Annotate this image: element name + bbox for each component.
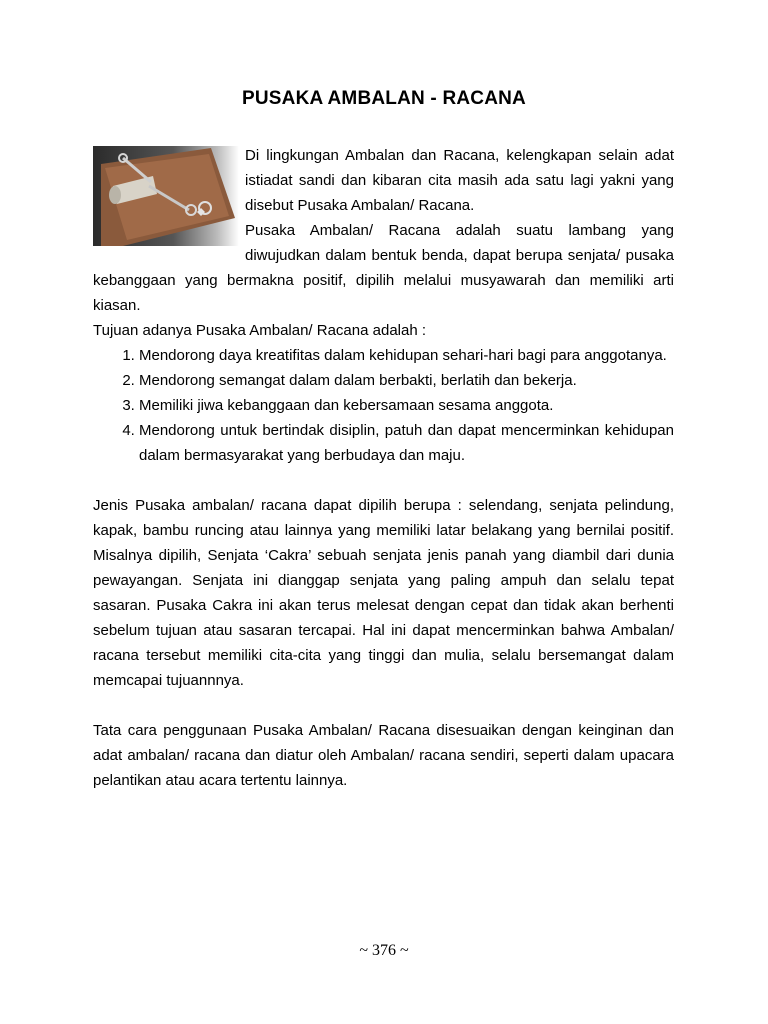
page-content [93, 143, 674, 793]
page-number: ~ 376 ~ [359, 942, 409, 959]
pusaka-photo [93, 146, 239, 246]
paragraph-gap [93, 693, 674, 718]
intro-paragraph-2: Pusaka Ambalan/ Racana adalah suatu lambang yang diwujudkan dalam bentuk benda, dapat berupa senjata/ pusaka kebanggaan yang bermakna positif, dipilih melalui musyawarah dan memiliki arti kiasan. [93, 222, 674, 314]
list-item: 2. Mendorong semangat dalam dalam berbakti, berlatih dan bekerja. [139, 368, 674, 393]
page-title: PUSAKA AMBALAN - RACANA [242, 88, 526, 109]
list-item: 1. Mendorong daya kreatifitas dalam kehidupan sehari-hari bagi para anggotanya. [139, 343, 674, 368]
goals-list [93, 343, 674, 468]
list-item: 4. Mendorong untuk bertindak disiplin, patuh dan dapat mencerminkan kehidupan dalam bermasyarakat yang berbudaya dan maju. [139, 418, 674, 468]
paragraph-gap [93, 468, 674, 493]
intro-paragraph-1: Di lingkungan Ambalan dan Racana, kelengkapan selain adat istiadat sandi dan kibaran cita masih ada satu lagi yakni yang disebut Pusaka Ambalan/ Racana. [245, 147, 674, 214]
goals-intro: Tujuan adanya Pusaka Ambalan/ Racana adalah : [93, 322, 427, 339]
paragraph-jenis: Jenis Pusaka ambalan/ racana dapat dipilih berupa : selendang, senjata pelindung, kapak, bambu runcing atau lainnya yang memiliki latar belakang yang bernilai positif. Misalnya dipilih, Senjata ‘Cakra’ sebuah senjata jenis panah yang diambil dari dunia pewayangan. Senjata ini dianggap senjata yang paling ampuh dan selalu tepat sasaran. Pusaka Cakra ini akan terus melesat dengan cepat dan tidak akan berhenti sebelum tujuan atau sasaran tercapai. Hal ini dapat mencerminkan bahwa Ambalan/ racana tersebut memiliki cita-cita yang tinggi dan mulia, selalu bersemangat dalam memcapai tujuannnya. [93, 497, 674, 689]
list-item: 3. Memiliki jiwa kebanggaan dan kebersamaan sesama anggota. [139, 393, 674, 418]
paragraph-tata-cara: Tata cara penggunaan Pusaka Ambalan/ Racana disesuaikan dengan keinginan dan adat ambalan/ racana dan diatur oleh Ambalan/ racana sendiri, seperti dalam upacara pelantikan atau acara tertentu lainnya. [93, 722, 674, 789]
